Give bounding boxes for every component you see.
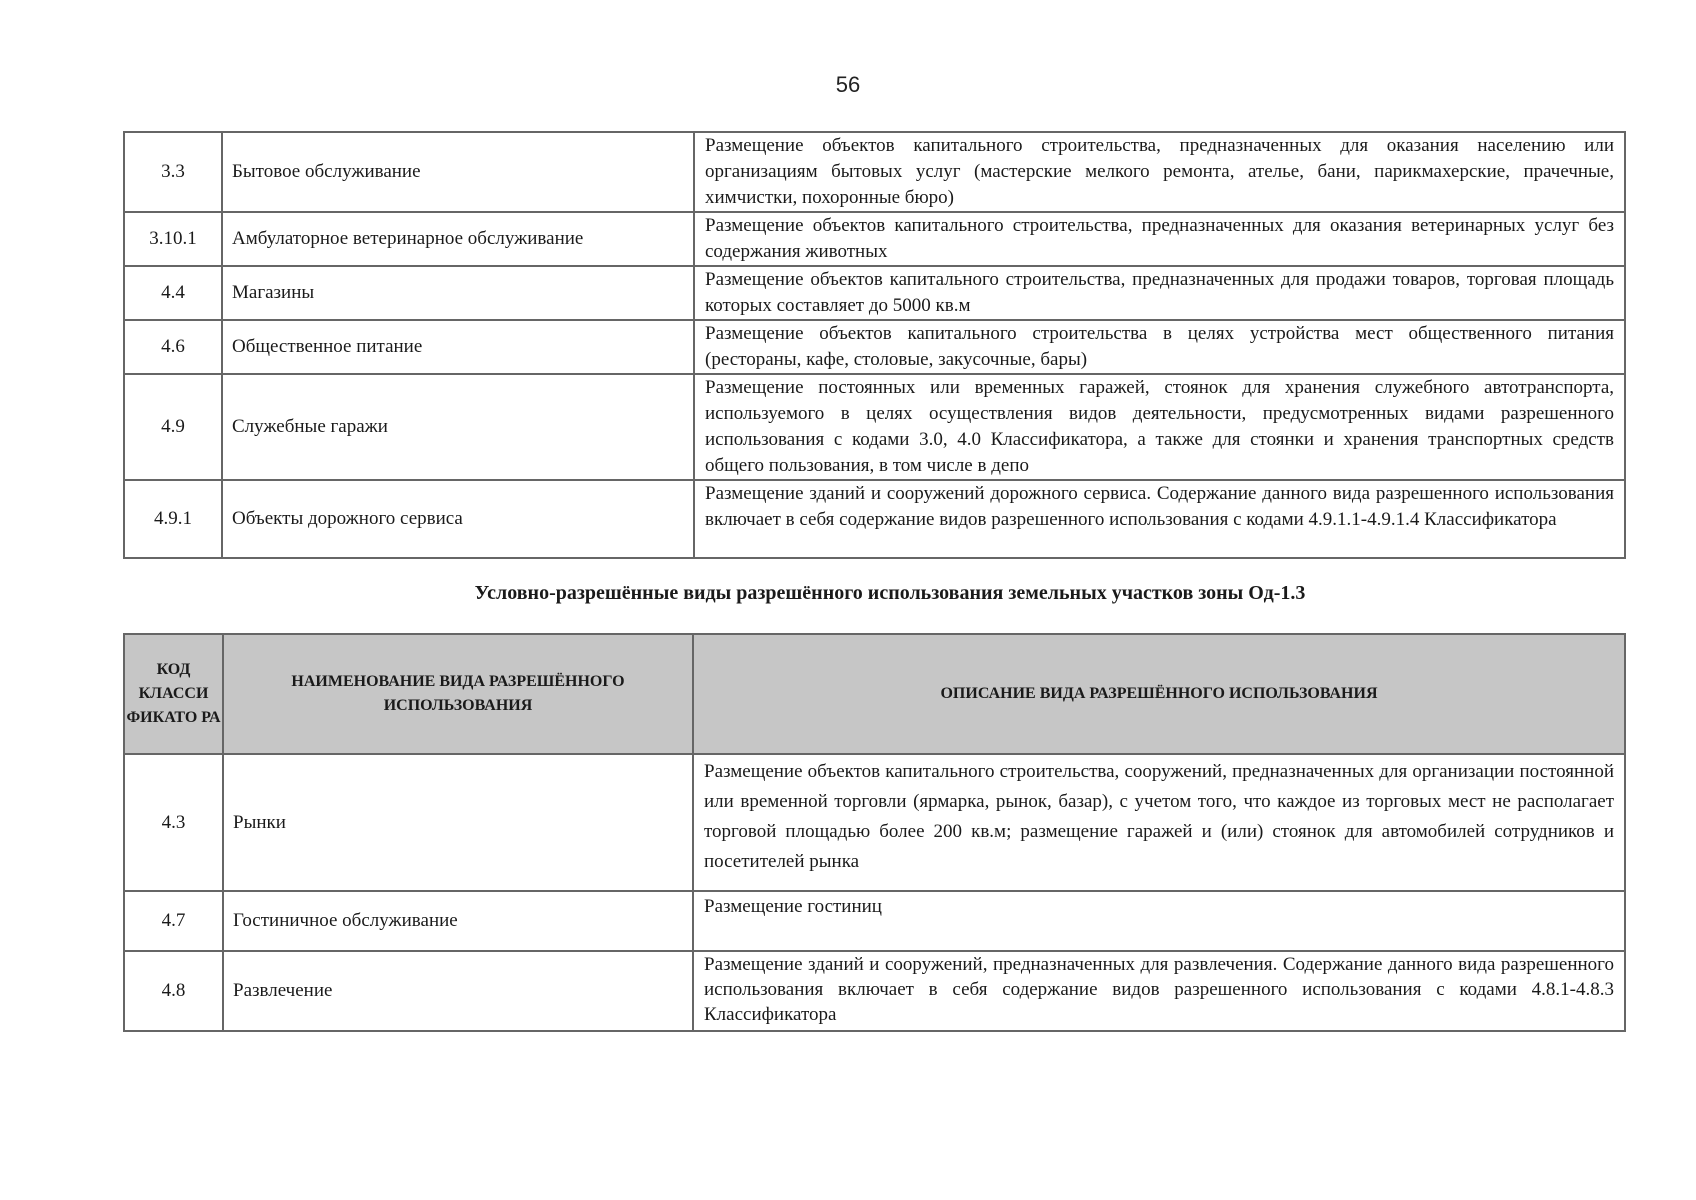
use-description: Размещение объектов капитального строительства, предназначенных для продажи товаров, торговая площадь которых составляет до 5000 кв.м bbox=[694, 266, 1625, 320]
classifier-code: 4.9.1 bbox=[124, 480, 222, 558]
table-row bbox=[124, 374, 1625, 480]
column-header-code: КОД КЛАССИ ФИКАТО РА bbox=[124, 634, 223, 754]
use-description: Размещение зданий и сооружений дорожного сервиса. Содержание данного вида разрешенного использования включает в себя содержание видов разрешенного использования с кодами 4.9.1.1-4.9.1.4 Классификатора bbox=[694, 480, 1625, 558]
conditional-uses-table bbox=[123, 633, 1626, 1032]
use-description: Размещение постоянных или временных гаражей, стоянок для хранения служебного автотранспорта, используемого в целях осуществления видов деятельности, предусмотренных видами разрешенного использования с кодами 3.0, 4.0 Классификатора, а также для стоянки и хранения транспортных средств общего пользования, в том числе в депо bbox=[694, 374, 1625, 480]
use-name: Гостиничное обслуживание bbox=[223, 891, 693, 951]
use-name: Общественное питание bbox=[222, 320, 694, 374]
table-header-row bbox=[124, 634, 1625, 754]
use-description: Размещение объектов капитального строительства в целях устройства мест общественного питания (рестораны, кафе, столовые, закусочные, бары) bbox=[694, 320, 1625, 374]
table-row bbox=[124, 754, 1625, 891]
page-number: 56 bbox=[835, 72, 861, 97]
classifier-code: 3.3 bbox=[124, 132, 222, 212]
use-description: Размещение гостиниц bbox=[693, 891, 1625, 951]
table-row bbox=[124, 891, 1625, 951]
use-description: Размещение объектов капитального строительства, предназначенных для оказания населению или организациям бытовых услуг (мастерские мелкого ремонта, ателье, бани, парикмахерские, прачечные, химчистки, похоронные бюро) bbox=[694, 132, 1625, 212]
classifier-code: 3.10.1 bbox=[124, 212, 222, 266]
section-title: Условно-разрешённые виды разрешённого использования земельных участков зоны Од-1.3 bbox=[474, 582, 1306, 604]
use-description: Размещение зданий и сооружений, предназначенных для развлечения. Содержание данного вида разрешенного использования включает в себя содержание видов разрешенного использования с кодами 4.8.1-4.8.3 Классификатора bbox=[693, 951, 1625, 1031]
classifier-code: 4.4 bbox=[124, 266, 222, 320]
table-row bbox=[124, 951, 1625, 1031]
use-name: Рынки bbox=[223, 754, 693, 891]
classifier-code: 4.9 bbox=[124, 374, 222, 480]
table-row bbox=[124, 266, 1625, 320]
table-row bbox=[124, 212, 1625, 266]
classifier-code: 4.8 bbox=[124, 951, 223, 1031]
column-header-description: ОПИСАНИЕ ВИДА РАЗРЕШЁННОГО ИСПОЛЬЗОВАНИЯ bbox=[693, 634, 1625, 754]
classifier-code: 4.6 bbox=[124, 320, 222, 374]
table-row bbox=[124, 480, 1625, 558]
classifier-code: 4.3 bbox=[124, 754, 223, 891]
use-name: Развлечение bbox=[223, 951, 693, 1031]
permitted-uses-table bbox=[123, 131, 1626, 559]
classifier-code: 4.7 bbox=[124, 891, 223, 951]
use-name: Объекты дорожного сервиса bbox=[222, 480, 694, 558]
use-name: Амбулаторное ветеринарное обслуживание bbox=[222, 212, 694, 266]
use-description: Размещение объектов капитального строительства, предназначенных для оказания ветеринарных услуг без содержания животных bbox=[694, 212, 1625, 266]
table-row bbox=[124, 132, 1625, 212]
use-name: Служебные гаражи bbox=[222, 374, 694, 480]
column-header-name: НАИМЕНОВАНИЕ ВИДА РАЗРЕШЁННОГО ИСПОЛЬЗОВАНИЯ bbox=[223, 634, 693, 754]
use-description: Размещение объектов капитального строительства, сооружений, предназначенных для организации постоянной или временной торговли (ярмарка, рынок, базар), с учетом того, что каждое из торговых мест не располагает торговой площадью более 200 кв.м; размещение гаражей и (или) стоянок для автомобилей сотрудников и посетителей рынка bbox=[693, 754, 1625, 891]
use-name: Магазины bbox=[222, 266, 694, 320]
table-row bbox=[124, 320, 1625, 374]
use-name: Бытовое обслуживание bbox=[222, 132, 694, 212]
